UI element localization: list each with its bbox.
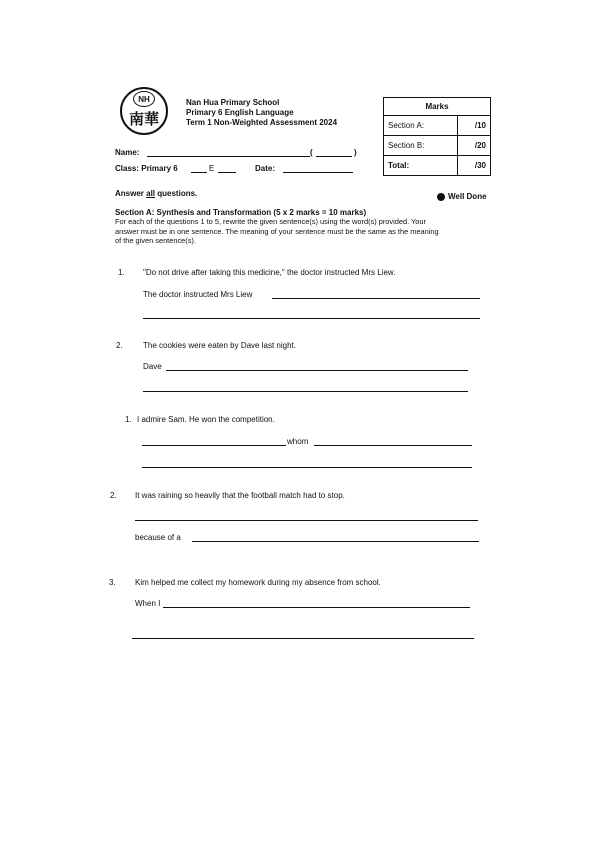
- date-label: Date:: [255, 164, 276, 173]
- subject-title: Primary 6 English Language: [186, 108, 294, 117]
- answer-prefix: Answer: [115, 189, 147, 198]
- logo-initials: NH: [133, 91, 155, 107]
- well-done-stamp: [437, 192, 487, 202]
- answer-line[interactable]: [135, 520, 478, 521]
- school-name: Nan Hua Primary School: [186, 98, 280, 107]
- question-text: It was raining so heavily that the football match had to stop.: [135, 491, 345, 500]
- answer-prompt: When I: [135, 599, 161, 608]
- marks-row-value: /20: [458, 136, 491, 156]
- answer-line[interactable]: [142, 445, 286, 446]
- logo-chinese: 南華: [128, 110, 159, 128]
- date-field[interactable]: [283, 172, 353, 173]
- answer-suffix: questions.: [155, 189, 198, 198]
- school-logo: [120, 87, 168, 135]
- question-text: Kim helped me collect my homework during my absence from school.: [135, 578, 381, 587]
- question-number: 2.: [110, 491, 117, 500]
- answer-line[interactable]: [163, 607, 470, 608]
- marks-table: [383, 97, 491, 176]
- question-number: 1.: [118, 268, 125, 277]
- answer-line[interactable]: [143, 318, 480, 319]
- class-label: Class: Primary 6: [115, 164, 178, 173]
- marks-row-value: /10: [458, 116, 491, 136]
- answer-prompt: The doctor instructed Mrs Liew: [143, 290, 253, 299]
- class-suffix-field[interactable]: [218, 172, 236, 173]
- name-label: Name:: [115, 148, 140, 157]
- answer-line[interactable]: [192, 541, 479, 542]
- answer-line[interactable]: [272, 298, 480, 299]
- register-number-field[interactable]: [316, 156, 352, 157]
- name-field[interactable]: [147, 156, 310, 157]
- section-desc-line: For each of the questions 1 to 5, rewrite the given sentence(s) using the word(s) provided. Your: [115, 217, 426, 226]
- section-desc-line: answer must be in one sentence. The meaning of your sentence must be the same as the meaning: [115, 226, 439, 236]
- question-number: 2.: [116, 341, 123, 350]
- section-description: [115, 217, 439, 246]
- answer-line[interactable]: [132, 638, 474, 639]
- question-text: "Do not drive after taking this medicine," the doctor instructed Mrs Liew.: [143, 268, 396, 277]
- question-text: I admire Sam. He won the competition.: [137, 415, 275, 424]
- section-title: Section A: Synthesis and Transformation (5 x 2 marks = 10 marks): [115, 208, 367, 217]
- marks-row-label: Section B:: [384, 136, 458, 156]
- question-text: The cookies were eaten by Dave last night.: [143, 341, 296, 350]
- answer-prompt: because of a: [135, 533, 181, 542]
- question-number: 1.: [125, 415, 132, 424]
- assessment-title: Term 1 Non-Weighted Assessment 2024: [186, 118, 338, 127]
- name-paren-close: ): [354, 148, 357, 157]
- marks-row-value: /30: [458, 156, 491, 176]
- section-desc-line: of the given sentence(s).: [115, 236, 196, 245]
- marks-row-label: Section A:: [384, 116, 458, 136]
- marks-table-title: Marks: [384, 98, 491, 116]
- name-paren-open: (: [310, 148, 313, 157]
- answer-line[interactable]: [166, 370, 468, 371]
- marks-row-label: Total:: [384, 156, 458, 176]
- answer-line[interactable]: [142, 467, 472, 468]
- answer-all: all: [146, 189, 156, 198]
- well-done-text: Well Done: [448, 192, 487, 201]
- answer-line[interactable]: [143, 391, 468, 392]
- question-number: 3.: [109, 578, 116, 587]
- smiley-icon: [437, 193, 445, 201]
- class-prefix-field[interactable]: [191, 172, 207, 173]
- answer-line[interactable]: [314, 445, 472, 446]
- answer-prompt: whom: [287, 437, 309, 446]
- answer-instruction: [115, 189, 197, 199]
- class-value: E: [209, 164, 215, 173]
- answer-prompt: Dave: [143, 362, 162, 371]
